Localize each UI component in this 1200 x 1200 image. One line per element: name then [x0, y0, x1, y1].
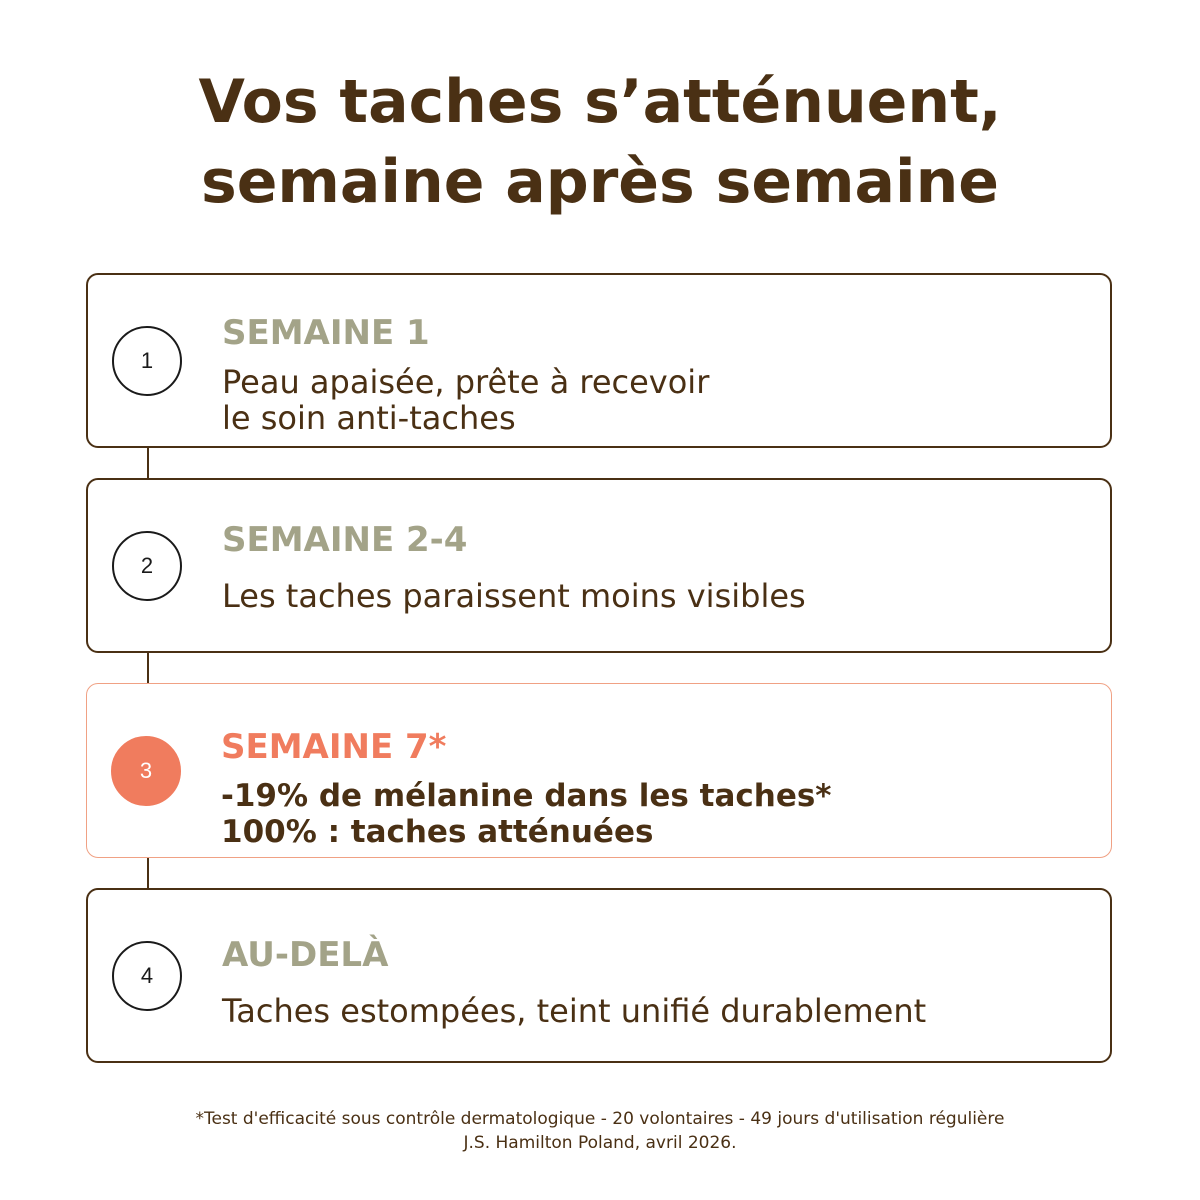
step-description-line: -19% de mélanine dans les taches*: [221, 778, 832, 814]
step-card-beyond: [86, 888, 1112, 1063]
footnote: [0, 1107, 1200, 1155]
step-description-line: 100% : taches atténuées: [221, 814, 654, 850]
step-description: [222, 364, 709, 436]
step-number-badge: 2: [112, 531, 182, 601]
timeline-connector: [147, 858, 149, 890]
step-heading: SEMAINE 7*: [221, 727, 447, 767]
step-heading: SEMAINE 2-4: [222, 520, 468, 560]
step-card-week-1: [86, 273, 1112, 448]
step-description-line: Peau apaisée, prête à recevoir: [222, 363, 710, 401]
step-number-badge: 1: [112, 326, 182, 396]
step-description-line: Les taches paraissent moins visibles: [222, 577, 806, 615]
step-description-line: le soin anti-taches: [222, 399, 516, 437]
step-card-week-7: [86, 683, 1112, 858]
title-line-2: semaine après semaine: [201, 147, 999, 217]
step-description-line: Taches estompées, teint unifié durablement: [222, 992, 927, 1030]
title-line-1: Vos taches s’atténuent,: [198, 67, 1002, 137]
footnote-line-2: J.S. Hamilton Poland, avril 2026.: [463, 1133, 737, 1153]
step-description: [221, 778, 832, 850]
step-heading: SEMAINE 1: [222, 313, 430, 353]
step-description: [222, 993, 926, 1029]
step-heading: AU-DELÀ: [222, 935, 389, 975]
step-number-badge: 4: [112, 941, 182, 1011]
step-number-badge: 3: [111, 736, 181, 806]
timeline-connector: [147, 448, 149, 480]
step-card-week-2-4: [86, 478, 1112, 653]
page-title: [0, 62, 1200, 222]
step-description: [222, 578, 806, 614]
timeline-connector: [147, 653, 149, 685]
footnote-line-1: *Test d'efficacité sous contrôle dermatologique - 20 volontaires - 49 jours d'utilisation régulière: [195, 1109, 1005, 1129]
